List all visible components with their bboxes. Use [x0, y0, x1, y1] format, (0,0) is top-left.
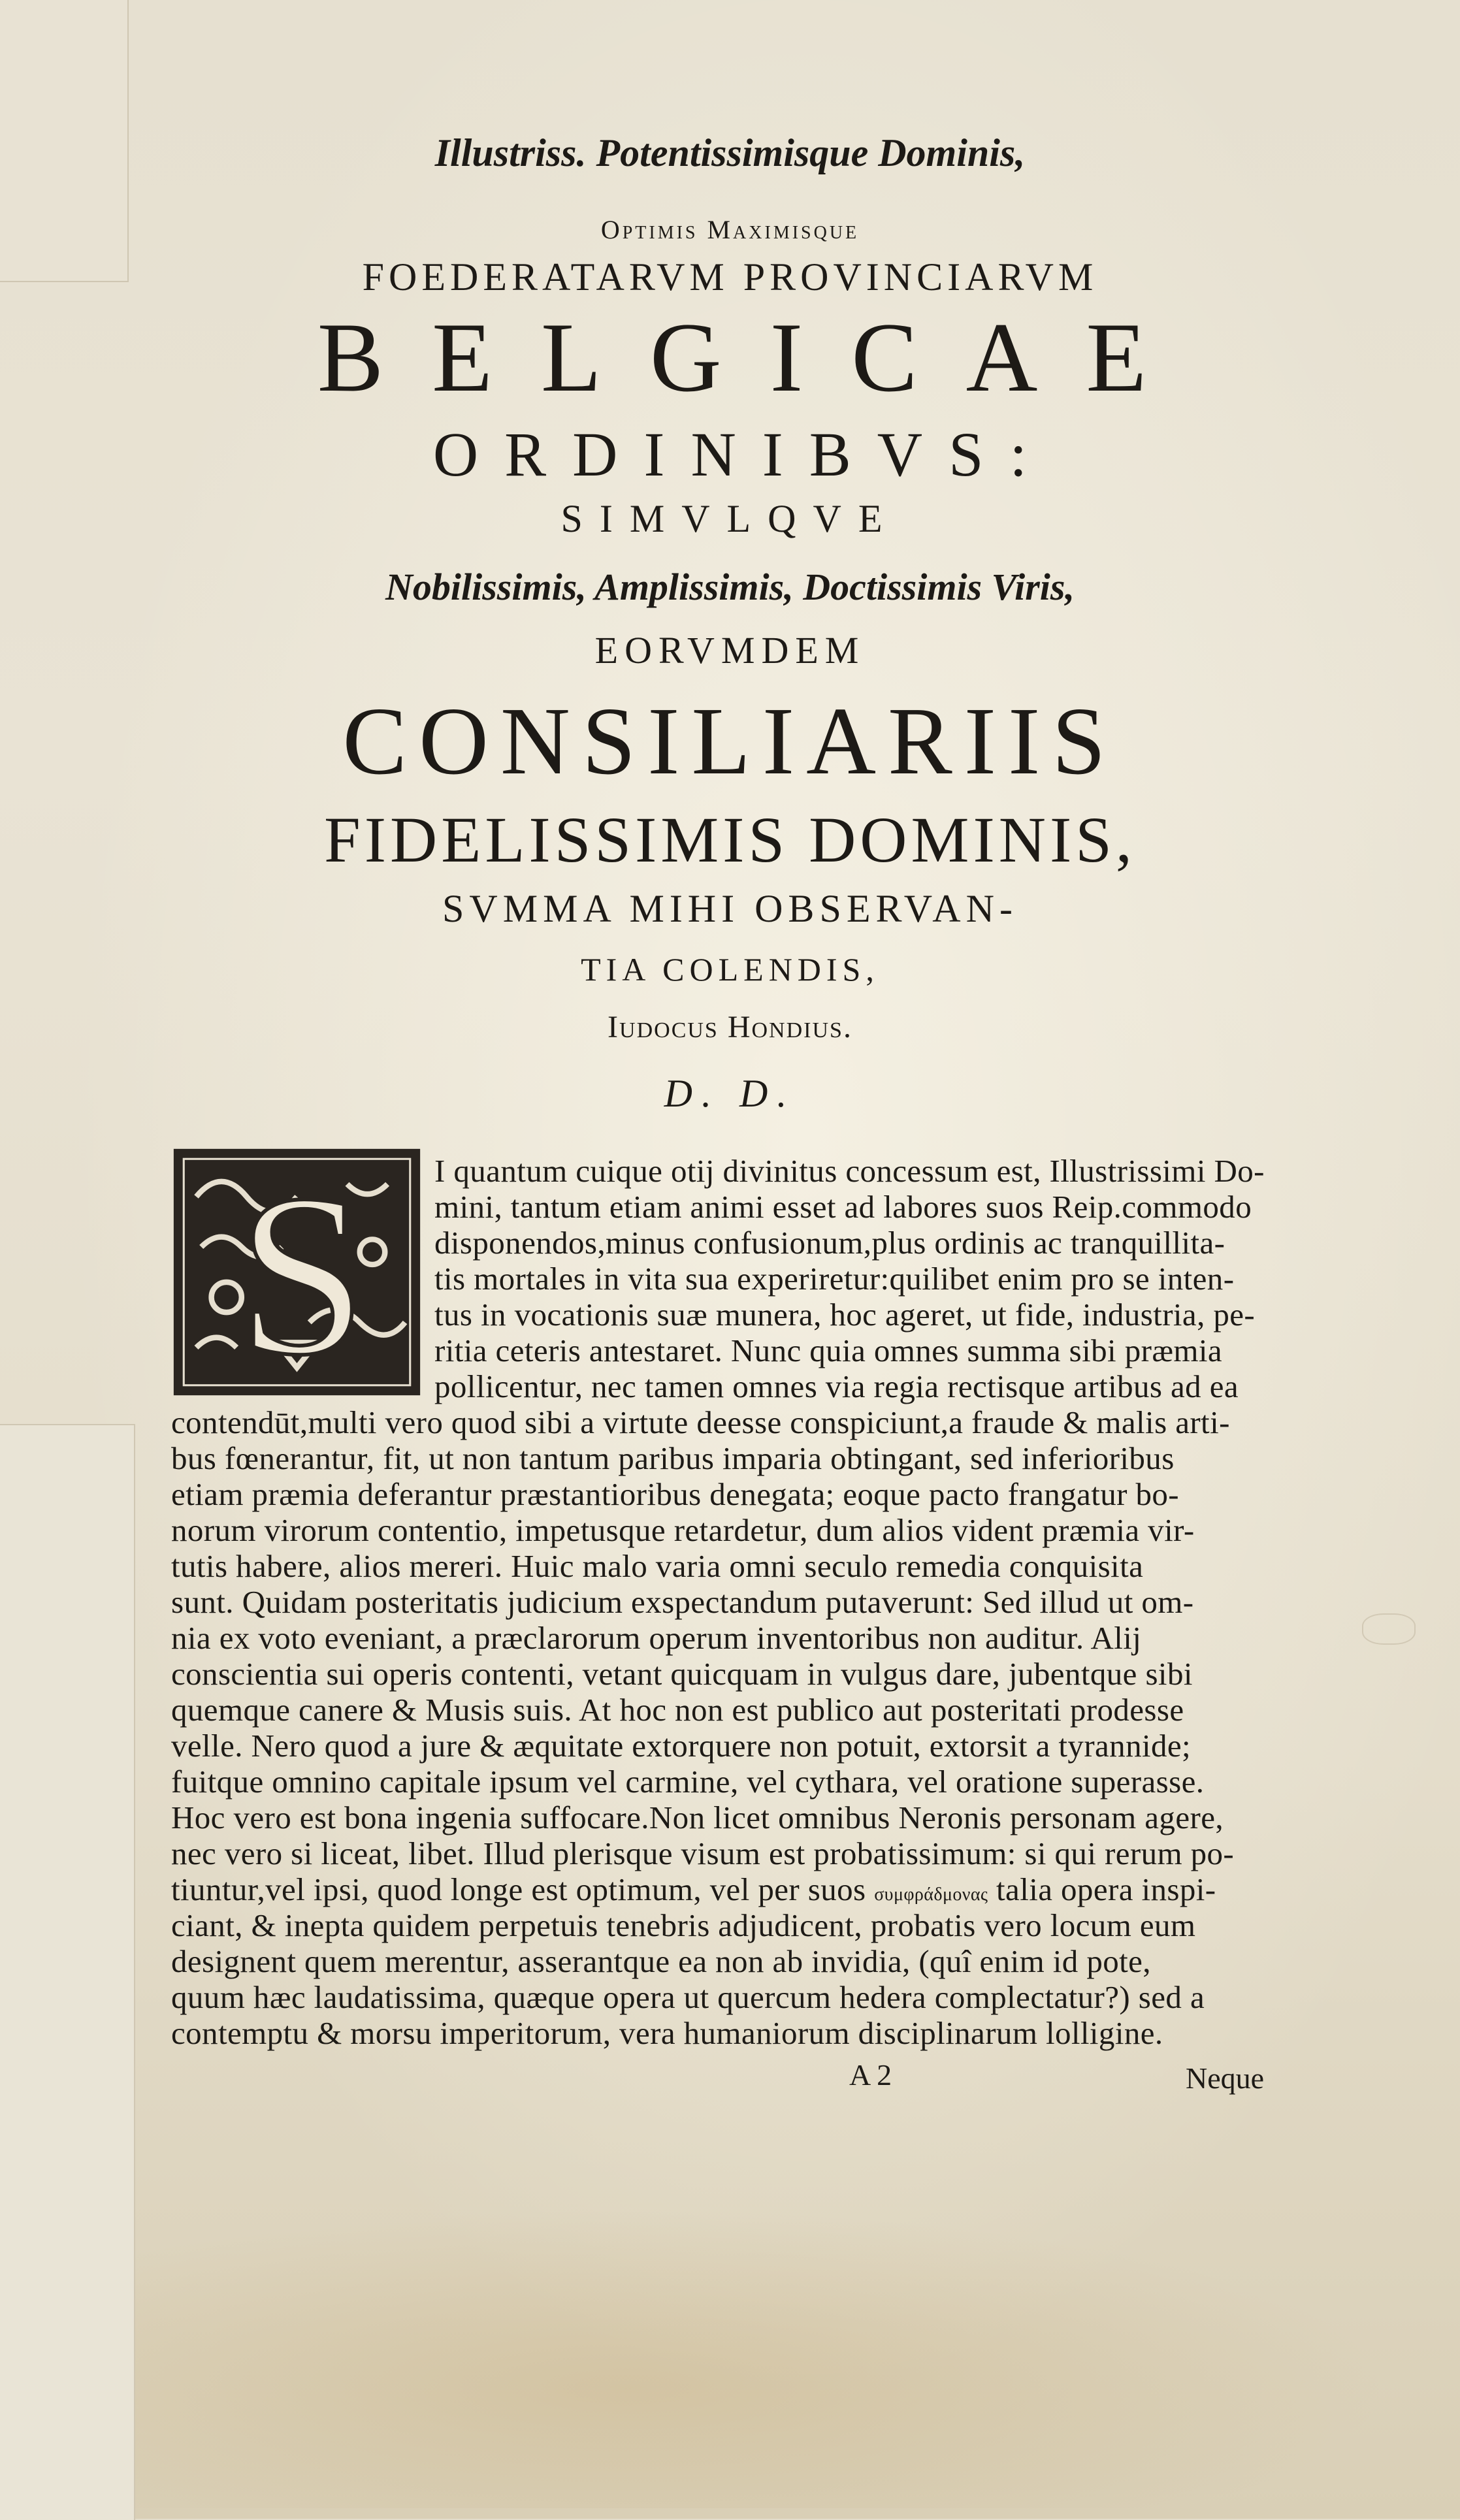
dedication-line-simulque: SIMVLQVE — [560, 497, 900, 540]
body-line: nia ex voto eveniant, a præclarorum operum inventoribus non auditur. Alij — [171, 1620, 1142, 1656]
body-line: velle. Nero quod a jure & æquitate extorquere non potuit, extorsit a tyrannide; — [171, 1728, 1192, 1764]
body-line: norum virorum contentio, impetusque retardetur, dum alios vident præmia vir- — [171, 1512, 1195, 1548]
dedication-line-summa: SVMMA MIHI OBSERVAN- — [442, 887, 1018, 930]
dedication-line-ordinibus: ORDINIBVS: — [432, 419, 1054, 489]
dedication-line-colendis: TIA COLENDIS, — [581, 951, 879, 988]
dedication-title-consiliariis: CONSILIARIIS — [342, 688, 1118, 795]
decorated-initial-s — [171, 1146, 423, 1398]
body-line-part: talia opera inspi- — [996, 1871, 1216, 1907]
dedication-dd: D. D. — [664, 1072, 796, 1115]
body-line: quum hæc laudatissima, quæque opera ut quercum hedera complectatur?) sed a — [171, 1979, 1205, 2015]
body-line: tutis habere, alios mereri. Huic malo varia omni seculo remedia conquisita — [171, 1548, 1144, 1584]
body-line: tis mortales in vita sua experiretur:quilibet enim pro se inten- — [434, 1261, 1235, 1297]
body-line — [171, 1873, 1216, 1911]
body-line: tus in vocationis suæ munera, hoc ageret, ut fide, industria, pe- — [434, 1297, 1256, 1333]
paper-mark — [1362, 1613, 1416, 1645]
body-line-part: tiuntur,vel ipsi, quod longe est optimum, vel per suos — [171, 1871, 866, 1907]
body-line: Hoc vero est bona ingenia suffocare.Non licet omnibus Neronis personam agere, — [171, 1800, 1224, 1835]
body-line: conscientia sui operis contenti, vetant quicquam in vulgus dare, jubentque sibi — [171, 1656, 1193, 1692]
body-line: contendūt,multi vero quod sibi a virtute deesse conspiciunt,a fraude & malis arti- — [171, 1404, 1230, 1440]
paper-patch-left — [0, 1424, 135, 2520]
body-line: bus fœnerantur, fit, ut non tantum paribus imparia obtingant, sed inferioribus — [171, 1440, 1175, 1476]
body-line: I quantum cuique otij divinitus concessum est, Illustrissimi Do- — [434, 1153, 1265, 1189]
dedication-author: Iudocus Hondius. — [608, 1010, 852, 1044]
dedication-line-2: Optimis Maximisque — [600, 215, 860, 244]
dedication-line-eorumdem: EORVMDEM — [594, 629, 866, 671]
body-line: ritia ceteris antestaret. Nunc quia omnes summa sibi præmia — [434, 1333, 1223, 1368]
paper-stain — [118, 2208, 1391, 2508]
dedication-line-3: FOEDERATARVM PROVINCIARVM — [362, 255, 1098, 299]
catchword: Neque — [1186, 2061, 1265, 2095]
signature-mark: A 2 — [849, 2058, 892, 2092]
body-line: mini, tantum etiam animi esset ad labores suos Reip.commodo — [434, 1189, 1252, 1225]
body-line: nec vero si liceat, libet. Illud plerisque visum est probatissimum: si qui rerum po- — [171, 1835, 1235, 1871]
initial-ornament-icon — [171, 1146, 423, 1398]
body-line: sunt. Quidam posteritatis judicium exspectandum putaverunt: Sed illud ut om- — [171, 1584, 1194, 1620]
body-line: fuitque omnino capitale ipsum vel carmine, vel cythara, vel oratione superasse. — [171, 1764, 1205, 1800]
body-line: pollicentur, nec tamen omnes via regia rectisque artibus ad ea — [434, 1368, 1239, 1404]
body-line: quemque canere & Musis suis. At hoc non est publico aut posteritati prodesse — [171, 1692, 1184, 1728]
greek-word: συμφράδμονας — [874, 1884, 988, 1905]
dedication-line-1: Illustriss. Potentissimisque Dominis, — [434, 131, 1026, 174]
dedication-line-fidelissimis: FIDELISSIMIS DOMINIS, — [324, 803, 1136, 876]
body-line: designent quem merentur, asserantque ea non ab invidia, (quî enim id pote, — [171, 1943, 1151, 1979]
svg-text:S: S — [237, 1146, 366, 1398]
dedication-line-7: Nobilissimis, Amplissimis, Doctissimis Viris, — [385, 566, 1075, 608]
body-line: etiam præmia deferantur præstantioribus denegata; eoque pacto frangatur bo- — [171, 1476, 1179, 1512]
dedication-title-belgicae: BELGICAE — [317, 302, 1195, 412]
body-line: contemptu & morsu imperitorum, vera humaniorum disciplinarum lolligine. — [171, 2015, 1163, 2051]
body-line: disponendos,minus confusionum,plus ordinis ac tranquillita- — [434, 1225, 1225, 1261]
body-line: ciant, & inepta quidem perpetuis tenebris adjudicent, probatis vero locum eum — [171, 1907, 1196, 1943]
